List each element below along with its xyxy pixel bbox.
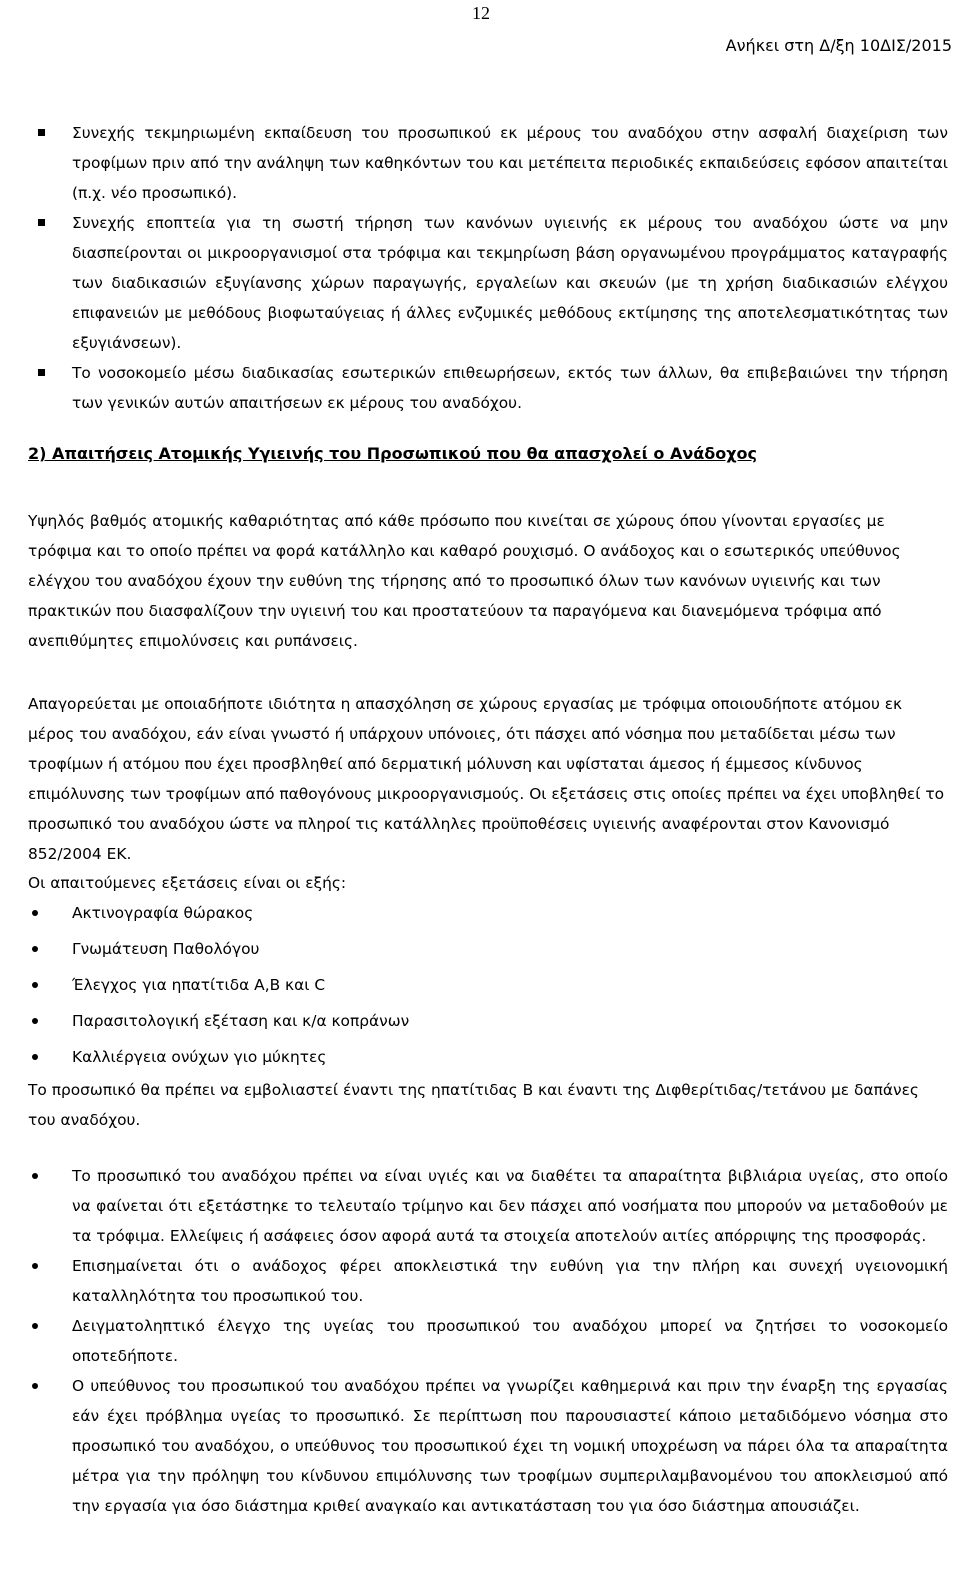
bullet-icon <box>32 982 38 988</box>
exams-intro: Οι απαιτούμενες εξετάσεις είναι οι εξής: <box>28 874 347 892</box>
bullet-icon <box>32 1323 38 1329</box>
list-item: Ακτινογραφία θώρακος <box>28 898 948 928</box>
square-bullet-icon <box>38 219 45 226</box>
list-item: Παρασιτολογική εξέταση και κ/α κοπράνων <box>28 1006 948 1036</box>
list-item: Καλλιέργεια ονύχων γιο μύκητες <box>28 1042 948 1072</box>
list-item: Συνεχής εποπτεία για τη σωστή τήρηση των κανόνων υγιεινής εκ μέρους του αναδόχου ώστε να μην διασπείρονται οι μικροοργανισμοί στα τρόφιμα και τεκμηρίωση βάση οργανωμένου προγράμματος καταγραφής των διαδικασιών εξυγίανσης χώρων παραγωγής, εργαλείων και σκευών (με τη χρήση διαδικασιών ελέγχου επιφανειών με μεθόδους βιοφωταύγειας ή άλλες ενζυμικές μεθόδους εκτίμησης της αποτελεσματικότητας των εξυγιάνσεων). <box>28 208 948 358</box>
required-exams-list <box>28 898 948 1072</box>
square-bullet-icon <box>38 129 45 136</box>
bullet-icon <box>32 1054 38 1060</box>
bullet-icon <box>32 910 38 916</box>
hygiene-requirements-list <box>28 118 948 418</box>
list-item: Έλεγχος για ηπατίτιδα Α,Β και C <box>28 970 948 1000</box>
bullet-icon <box>32 1383 38 1389</box>
list-item: Δειγματοληπτικό έλεγχο της υγείας του προσωπικού του αναδόχου μπορεί να ζητήσει το νοσοκομείο οποτεδήποτε. <box>28 1311 948 1371</box>
bullet-icon <box>32 1018 38 1024</box>
paragraph-employment-restrictions: Απαγορεύεται με οποιαδήποτε ιδιότητα η απασχόληση σε χώρους εργασίας με τρόφιμα οποιουδήποτε ατόμου εκ μέρος του αναδόχου, εάν είναι γνωστό ή υπάρχουν υπόνοιες, ότι πάσχει από νόσημα που μεταδίδεται μέσω των τροφίμων ή ατόμου που έχει προσβληθεί από δερματική μόλυνση και υφίσταται άμεσος ή έμμεσος κίνδυνος επιμόλυνσης των τροφίμων από παθογόνους μικροοργανισμούς. Οι εξετάσεις στις οποίες πρέπει να έχει υποβληθεί το προσωπικό του αναδόχου ώστε να πληροί τις κατάλληλες προϋποθέσεις υγιεινής αναφέρονται στον Κανονισμό 852/2004 ΕΚ. <box>28 695 945 863</box>
list-item: Ο υπεύθυνος του προσωπικού του αναδόχου πρέπει να γνωρίζει καθημερινά και πριν την έναρξη της εργασίας εάν έχει πρόβλημα υγείας το προσωπικό. Σε περίπτωση που παρουσιαστεί κάποιο μεταδιδόμενο νόσημα στο προσωπικό του αναδόχου, ο υπεύθυνος του προσωπικού έχει τη νομική υποχρέωση να πάρει όλα τα απαραίτητα μέτρα για την πρόληψη του κίνδυνου επιμόλυνσης των τροφίμων συμπεριλαμβανομένου του αποκλεισμού από την εργασία για όσο διάστημα κριθεί αναγκαίο και αντικατάσταση του για όσο διάστημα απουσιάζει. <box>28 1371 948 1521</box>
page-number: 12 <box>472 3 490 23</box>
list-item: Επισημαίνεται ότι ο ανάδοχος φέρει αποκλειστικά την ευθύνη για την πλήρη και συνεχή υγειονομική καταλληλότητα του προσωπικού του. <box>28 1251 948 1311</box>
list-item: Συνεχής τεκμηριωμένη εκπαίδευση του προσωπικού εκ μέρους του αναδόχου στην ασφαλή διαχείριση των τροφίμων πριν από την ανάληψη των καθηκόντων του και μετέπειτα περιοδικές εκπαιδεύσεις εφόσον απαιτείται (π.χ. νέο προσωπικό). <box>28 118 948 208</box>
list-item: Το προσωπικό του αναδόχου πρέπει να είναι υγιές και να διαθέτει τα απαραίτητα βιβλιάρια υγείας, στο οποίο να φαίνεται ότι εξετάστηκε το τελευταίο τρίμηνο και δεν πάσχει από νοσήματα που μπορούν να μεταδοθούν με τα τρόφιμα. Ελλείψεις ή ασάφειες όσον αφορά αυτά τα στοιχεία αποτελούν αιτίες απόρριψης της προσφοράς. <box>28 1161 948 1251</box>
list-item: Γνωμάτευση Παθολόγου <box>28 934 948 964</box>
paragraph-vaccination: Το προσωπικό θα πρέπει να εμβολιαστεί έναντι της ηπατίτιδας Β και έναντι της Διφθερίτιδας/τετάνου με δαπάνες του αναδόχου. <box>28 1081 919 1129</box>
section-heading: 2) Απαιτήσεις Ατομικής Υγιεινής του Προσωπικού που θα απασχολεί ο Ανάδοχος <box>28 444 757 463</box>
bullet-icon <box>32 1173 38 1179</box>
paragraph-personal-hygiene: Υψηλός βαθμός ατομικής καθαριότητας από κάθε πρόσωπο που κινείται σε χώρους όπου γίνονται εργασίες με τρόφιμα και το οποίο πρέπει να φορά κατάλληλο και καθαρό ρουχισμό. Ο ανάδοχος και ο εσωτερικός υπεύθυνος ελέγχου του αναδόχου έχουν την ευθύνη της τήρησης από το προσωπικό όλων των κανόνων υγιεινής και των πρακτικών που διασφαλίζουν την υγιεινή του και προστατεύουν τα παραγόμενα και διανεμόμενα τρόφιμα από ανεπιθύμητες επιμολύνσεις και ρυπάνσεις. <box>28 512 901 650</box>
document-reference: Ανήκει στη Δ/ξη 10ΔΙΣ/2015 <box>725 36 952 55</box>
staff-health-list <box>28 1161 948 1521</box>
bullet-icon <box>32 946 38 952</box>
square-bullet-icon <box>38 369 45 376</box>
bullet-icon <box>32 1263 38 1269</box>
list-item: Το νοσοκομείο μέσω διαδικασίας εσωτερικών επιθεωρήσεων, εκτός των άλλων, θα επιβεβαιώνει την τήρηση των γενικών αυτών απαιτήσεων εκ μέρους του αναδόχου. <box>28 358 948 418</box>
